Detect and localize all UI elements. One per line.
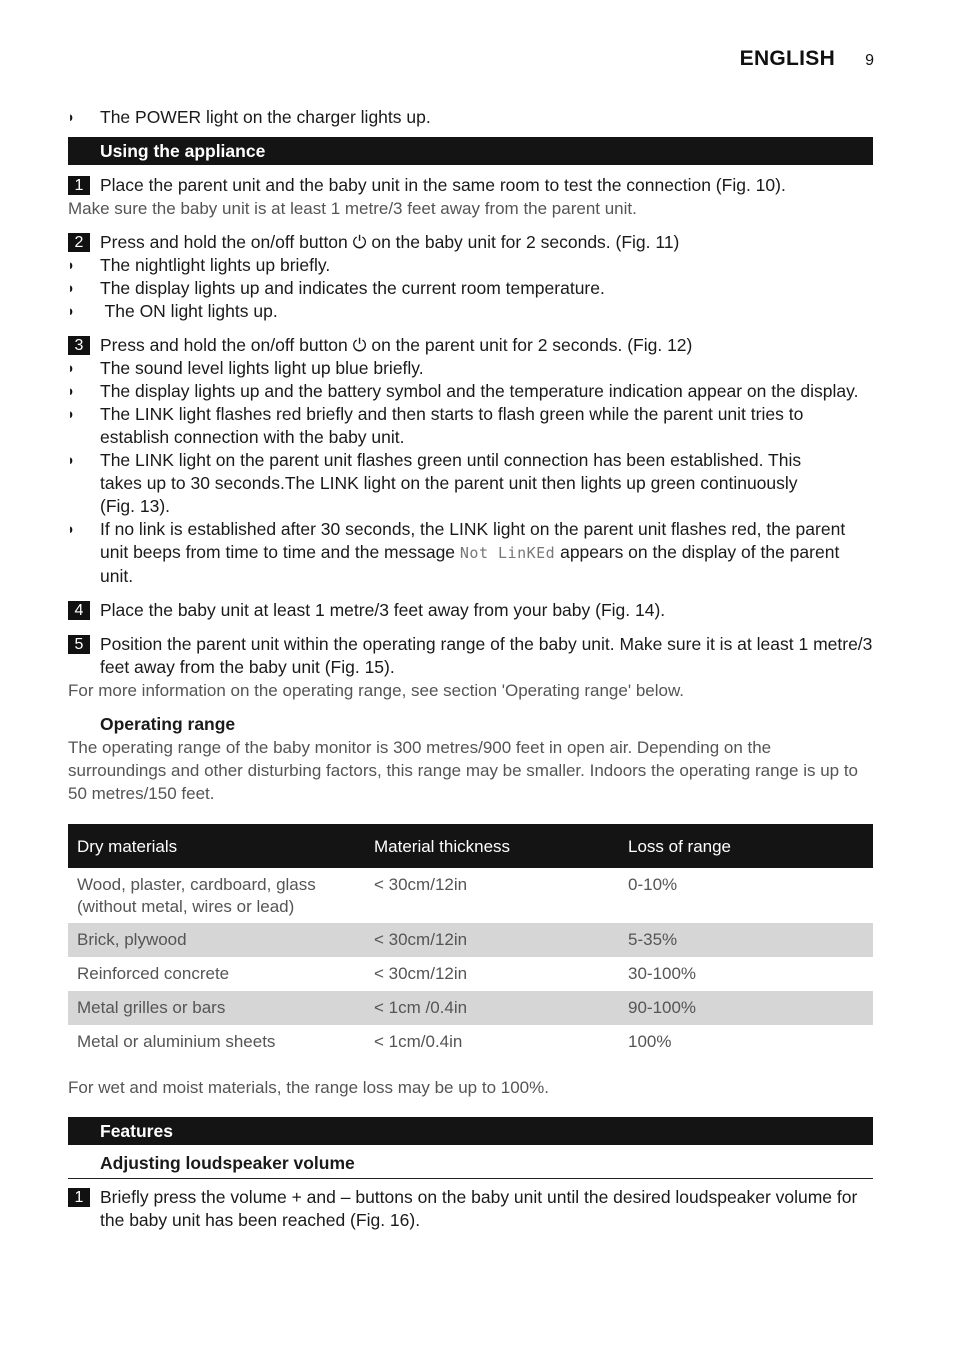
- table-cell: Reinforced concrete: [77, 964, 230, 983]
- step-note: For more information on the operating range, see section 'Operating range' below.: [68, 681, 685, 700]
- step-text: Press and hold the on/off button ⏻ on the parent unit for 2 seconds. (Fig. 12): [100, 335, 693, 355]
- table-cell: < 1cm /0.4in: [365, 991, 619, 1025]
- page-header: [740, 47, 874, 71]
- bullet-item: [68, 357, 873, 380]
- bullet-icon: ◗: [68, 257, 75, 274]
- step-text: Place the baby unit at least 1 metre/3 feet away from your baby (Fig. 14).: [100, 600, 666, 620]
- bullet-icon: ◗: [68, 452, 75, 469]
- bullet-item: [68, 277, 873, 300]
- step-item: [68, 633, 873, 679]
- table-row: [68, 923, 873, 957]
- table-cell: Wood, plaster, cardboard, glass (without metal, wires or lead): [77, 875, 316, 916]
- table-cell: 0-10%: [628, 875, 678, 894]
- step-number: 1: [68, 1188, 90, 1207]
- table-row: [68, 957, 873, 991]
- table-cell: 5-35%: [619, 923, 873, 957]
- table-cell: 100%: [628, 1032, 672, 1051]
- step-text: Position the parent unit within the operating range of the baby unit. Make sure it is at least 1 metre/3 feet away from the baby unit (Fig. 15).: [100, 634, 873, 677]
- table-cell: 90-100%: [619, 991, 873, 1025]
- bullet-icon: ◗: [68, 521, 75, 538]
- column-header: Material thickness: [365, 824, 619, 868]
- range-table: [68, 824, 873, 1059]
- wet-materials-note: For wet and moist materials, the range loss may be up to 100%.: [68, 1078, 549, 1097]
- section-title-features: Features: [68, 1117, 873, 1145]
- table-row: [68, 991, 873, 1025]
- step-text: Place the parent unit and the baby unit in the same room to test the connection (Fig. 10).: [100, 175, 786, 195]
- step-item: [68, 231, 873, 254]
- table-row: [68, 1025, 873, 1059]
- bullet-icon: ◗: [68, 360, 75, 377]
- bullet-item: [68, 300, 873, 323]
- step-item: [68, 1186, 873, 1232]
- step-note: Make sure the baby unit is at least 1 metre/3 feet away from the parent unit.: [68, 199, 637, 218]
- bullet-icon: ◗: [68, 280, 75, 297]
- bullet-item: [68, 254, 873, 277]
- bullet-text: The POWER light on the charger lights up.: [100, 107, 431, 127]
- step-item: [68, 174, 873, 197]
- step-number: 3: [68, 336, 90, 355]
- table-cell: < 30cm/12in: [374, 964, 468, 983]
- page-content: [68, 106, 873, 1232]
- page-number: 9: [865, 52, 874, 69]
- step-number: 5: [68, 635, 90, 654]
- bullet-text: The nightlight lights up briefly.: [100, 255, 331, 275]
- subsection-title-operating-range: Operating range: [100, 714, 236, 734]
- subsection-title-loudspeaker: Adjusting loudspeaker volume: [68, 1152, 873, 1179]
- bullet-text-end: appears on the display of the parent unit.: [100, 542, 840, 586]
- table-cell: 30-100%: [628, 964, 697, 983]
- table-cell: Metal grilles or bars: [68, 991, 365, 1025]
- bullet-item: [68, 380, 873, 403]
- operating-range-text: The operating range of the baby monitor is 300 metres/900 feet in open air. Depending on the surroundings and other disturbing factors, this range may be smaller. Indoors the operating range is up to 50 metres/150 feet.: [68, 738, 859, 803]
- step-number: 2: [68, 233, 90, 252]
- language-label: ENGLISH: [739, 47, 836, 70]
- step-text: Press and hold the on/off button ⏻ on the baby unit for 2 seconds. (Fig. 11): [100, 232, 680, 252]
- table-header-row: [68, 824, 873, 868]
- table-cell: < 30cm/12in: [365, 923, 619, 957]
- table-cell: < 30cm/12in: [374, 875, 468, 894]
- table-cell: Metal or aluminium sheets: [77, 1032, 276, 1051]
- bullet-text: The sound level lights light up blue briefly.: [100, 358, 424, 378]
- bullet-text: The LINK light flashes red briefly and then starts to flash green while the parent unit tries to establish connection with the baby unit.: [100, 404, 804, 447]
- display-message: Not LinKEd: [459, 544, 556, 562]
- bullet-text: The display lights up and indicates the current room temperature.: [100, 278, 605, 298]
- step-item: [68, 599, 873, 622]
- step-text: Briefly press the volume + and – buttons on the baby unit until the desired loudspeaker volume for the baby unit has been reached (Fig. 16).: [100, 1187, 858, 1230]
- bullet-text: [100, 518, 873, 588]
- bullet-text: The display lights up and the battery symbol and the temperature indication appear on the display.: [100, 381, 859, 401]
- section-title-using: Using the appliance: [68, 137, 873, 165]
- table-cell: < 1cm/0.4in: [374, 1032, 463, 1051]
- bullet-text: The LINK light on the parent unit flashes green until connection has been established. This takes up to 30 seconds.The LINK light on the parent unit then lights up green continuously (Fig. 13).: [100, 450, 802, 516]
- table-row: [68, 868, 873, 923]
- bullet-icon: ◗: [68, 383, 75, 400]
- bullet-icon: ◗: [68, 303, 75, 320]
- column-header: Loss of range: [619, 824, 873, 868]
- bullet-icon: ◗: [68, 406, 75, 423]
- bullet-item: [68, 518, 873, 588]
- bullet-text: The ON light lights up.: [100, 301, 278, 321]
- bullet-item: [68, 106, 873, 129]
- step-number: 1: [68, 176, 90, 195]
- column-header: Dry materials: [68, 824, 365, 868]
- bullet-item: [68, 449, 873, 518]
- bullet-icon: ◗: [68, 109, 75, 126]
- bullet-item: [68, 403, 873, 449]
- step-item: [68, 334, 873, 357]
- bullet-text-start: If no link is established after 30 seconds, the LINK light on the parent unit flashes red, the parent unit beeps from time to time and the message: [100, 519, 846, 562]
- table-cell: Brick, plywood: [68, 923, 365, 957]
- step-number: 4: [68, 601, 90, 620]
